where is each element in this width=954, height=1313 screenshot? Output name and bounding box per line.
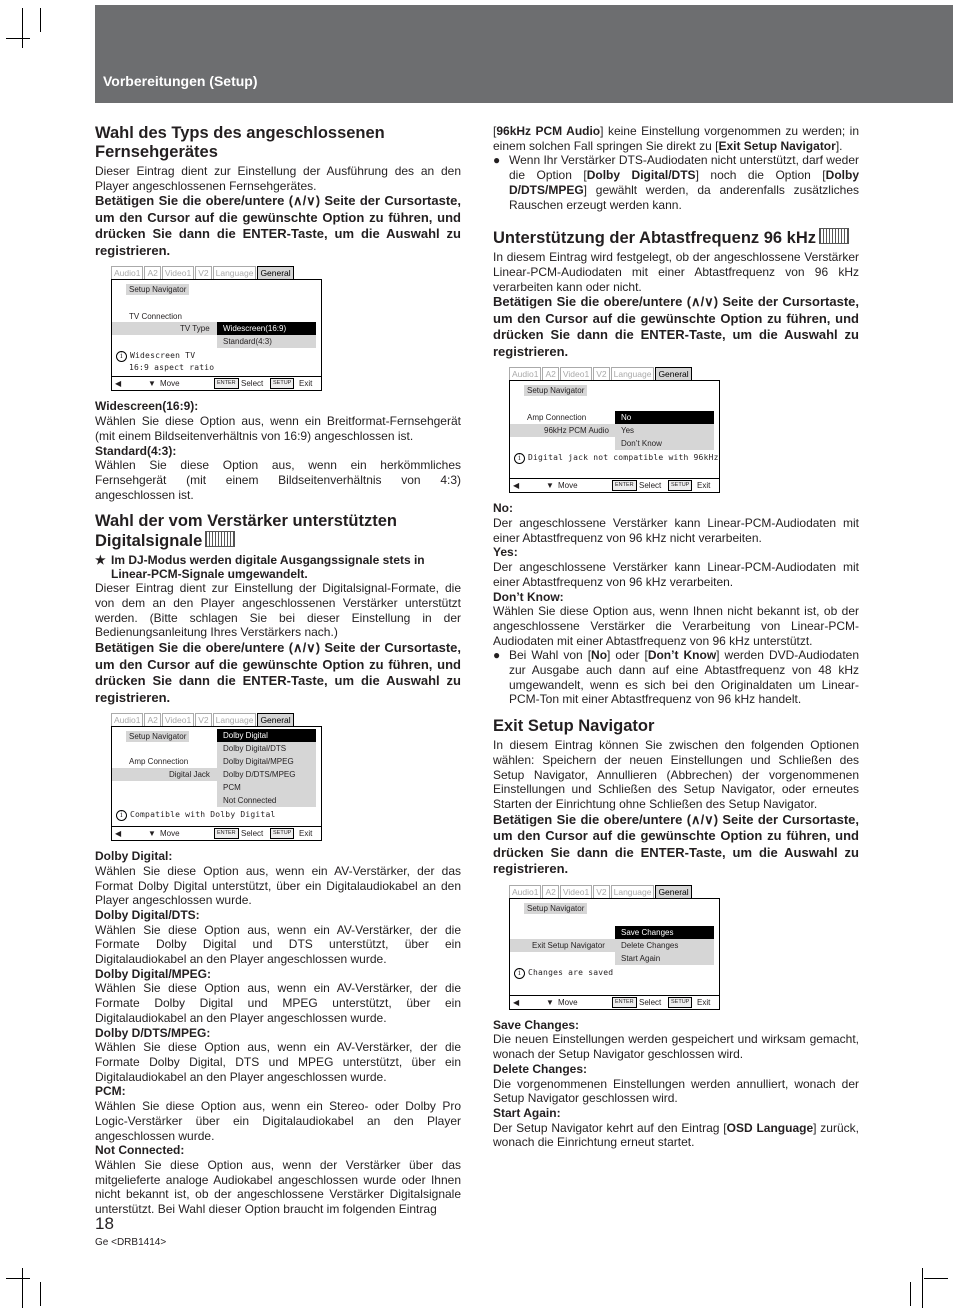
screen-section-label: Amp Connection bbox=[129, 757, 189, 767]
screen-section-label: Amp Connection bbox=[527, 413, 587, 423]
normal-mode-icon bbox=[205, 531, 235, 547]
left-arrow-icon: ◀ bbox=[115, 829, 122, 839]
enter-key-icon: ENTER bbox=[214, 378, 239, 389]
setup-key-icon: SETUP bbox=[270, 828, 294, 839]
tab-a2: A2 bbox=[144, 713, 160, 726]
paragraph: Wählen Sie diese Option aus, wenn ein AV-Verstärker, der die Formate Dolby Digital und MPEG unterstützt, über ein Digitalaudiokabel an den Player angeschlossen wurde. bbox=[95, 981, 461, 1025]
option: Dolby Digital/MPEG bbox=[223, 757, 294, 767]
page-number: 18 bbox=[95, 1214, 114, 1233]
right-column bbox=[493, 124, 859, 1150]
option: Dolby D/DTS/MPEG bbox=[223, 770, 296, 780]
left-column bbox=[95, 124, 461, 1217]
term: Delete Changes: bbox=[493, 1061, 588, 1076]
tab-v2: V2 bbox=[195, 266, 211, 279]
option: Start Again bbox=[621, 953, 661, 963]
term: Widescreen(16:9): bbox=[95, 399, 199, 414]
info-text: i Widescreen TV 16:9 aspect ratio bbox=[116, 350, 214, 374]
term: No: bbox=[493, 501, 513, 516]
paragraph: Der angeschlossene Verstärker kann Linear-PCM-Audiodaten mit einer Abtastfrequenz von 96 kHz verarbeiten. bbox=[493, 560, 859, 589]
paragraph: Dieser Eintrag dient zur Einstellung der Digitalsignal-Formate, die von dem an den Player angeschlossenen Verstärker unterstützt werden. (Bitte schlagen Sie bei dieser Einstellung in der Bedienungsanleitung Ihres Verstärkers nach.) bbox=[95, 581, 461, 640]
term: Standard(4:3): bbox=[95, 443, 177, 458]
paragraph: Wählen Sie diese Option aus, wenn ein AV-Verstärker, der das Format Dolby Digital unterstützt, über ein Digitalaudiokabel an den Player angeschlossen wurde. bbox=[95, 863, 461, 908]
setup-screen-96khz bbox=[509, 366, 720, 493]
paragraph: Die vorgenommenen Einstellungen werden annulliert, wonach der Setup Navigator geschlossen wird. bbox=[493, 1076, 859, 1106]
tab-audio1: Audio1 bbox=[111, 266, 143, 279]
crop-mark bbox=[922, 1268, 923, 1308]
bullet-note: ● Bei Wahl von [No] oder [Don’t Know] werden DVD-Audiodaten zur Ausgabe auch dann auf eine Abtastfrequenz von 48 kHz umgewandelt, wenn es sich bei den Originaldaten um Linear-PCM-Ton mit einer Abtastfrequenz von 96 kHz handelt. bbox=[493, 648, 859, 707]
crop-mark bbox=[40, 1282, 41, 1306]
tab-a2: A2 bbox=[144, 266, 160, 279]
section-title-tv: Wahl des Typs des angeschlossenen Fernsehgerätes bbox=[95, 124, 385, 161]
option-list bbox=[217, 322, 316, 348]
screen-footer: ◀ ▼ Move ENTER Select SETUP Exit bbox=[510, 478, 719, 492]
tab-a2: A2 bbox=[542, 367, 558, 380]
tab-language: Language bbox=[213, 713, 257, 726]
paragraph: [96kHz PCM Audio] keine Einstellung vorgenommen zu werden; in einem solchen Fall springen Sie direkt zu [Exit Setup Navigator]. bbox=[493, 124, 859, 153]
note: ★ Im DJ-Modus werden digitale Ausgangssignale stets in Linear-PCM-Signale umgewandelt. bbox=[95, 553, 425, 582]
enter-key-icon: ENTER bbox=[612, 997, 637, 1008]
info-text: i Compatible with Dolby Digital bbox=[116, 809, 275, 821]
crop-mark bbox=[910, 1282, 911, 1306]
bullet-note: ● Wenn Ihr Verstärker DTS-Audiodaten nicht unterstützt, darf weder die Option [Dolby Digital/DTS] noch die Option [Dolby D/DTS/MPEG] gewählt werden, da anderenfalls zusätzliches Rauschen erzeugt werden kann. bbox=[493, 153, 859, 212]
instruction: Betätigen Sie die obere/untere (∧/∨) Seite der Cursortaste, um den Cursor auf die gewünschte Option zu führen, und drücken Sie dann die ENTER-Taste, um die Auswahl zu registrieren. bbox=[95, 193, 461, 258]
crop-mark bbox=[924, 1278, 948, 1279]
option-list bbox=[615, 411, 714, 450]
tab-language: Language bbox=[611, 885, 655, 898]
left-arrow-icon: ◀ bbox=[513, 997, 520, 1007]
tab-audio1: Audio1 bbox=[509, 885, 541, 898]
setup-key-icon: SETUP bbox=[270, 378, 294, 389]
section-title-digital: Wahl der vom Verstärker unterstützten Digitalsignale bbox=[95, 512, 397, 551]
screen-tabs bbox=[111, 265, 322, 279]
crop-mark bbox=[22, 8, 23, 48]
option-selected: Dolby Digital bbox=[217, 729, 316, 742]
crop-mark bbox=[6, 1278, 30, 1279]
paragraph: Der Setup Navigator kehrt auf den Eintrag [OSD Language] zurück, wonach die Einrichtung erneut startet. bbox=[493, 1120, 859, 1150]
option-list bbox=[217, 729, 316, 807]
star-icon: ★ bbox=[95, 553, 106, 568]
navigator-label: Setup Navigator bbox=[126, 284, 189, 295]
page-code: Ge <DRB1414> bbox=[95, 1237, 167, 1248]
term: Not Connected: bbox=[95, 1143, 185, 1158]
bullet-icon: ● bbox=[493, 153, 501, 168]
tab-audio1: Audio1 bbox=[509, 367, 541, 380]
left-arrow-icon: ◀ bbox=[513, 481, 520, 491]
info-text: i Digital jack not compatible with 96kHz bbox=[514, 452, 719, 464]
screen-tabs bbox=[111, 712, 322, 726]
paragraph: Wählen Sie diese Option aus, wenn ein Breitformat-Fernsehgerät (mit einem Bildseitenverhältnis von 16:9) angeschlossen ist. bbox=[95, 414, 461, 443]
screen-body bbox=[111, 279, 322, 391]
term: PCM: bbox=[95, 1084, 126, 1099]
paragraph: Der angeschlossene Verstärker kann Linear-PCM-Audiodaten mit einer Abtastfrequenz von 96 kHz nicht verarbeiten. bbox=[493, 516, 859, 545]
info-icon: i bbox=[514, 968, 525, 979]
tab-video1: Video1 bbox=[162, 713, 194, 726]
paragraph: Wählen Sie diese Option aus, wenn der Verstärker über das mitgelieferte analoge Audiokabel angeschlossen wurde oder Ihnen nicht bekannt ist, ob der angeschlossene Verstärker Digitalsignale unterstützt. Bei Wahl dieser Option braucht im folgenden Eintrag bbox=[95, 1157, 461, 1217]
paragraph: Wählen Sie diese Option aus, wenn ein AV-Verstärker, der die Formate Dolby Digital, DTS und MPEG unterstützt, über ein Digitalaudiokabel an den Player angeschlossen wurde. bbox=[95, 1040, 461, 1084]
section-label: Vorbereitungen (Setup) bbox=[103, 73, 258, 89]
paragraph: In diesem Eintrag können Sie zwischen den folgenden Optionen wählen: Speichern der neuen Einstellungen und Schließen des Setup Navigator, Annullieren (Abbrechen) der vorgenommenen Einstellungen und Schließen des Setup Navigator, oder erneutes Starten der Einrichtung ohne Schließen des Setup Navigator. bbox=[493, 738, 859, 811]
navigator-label: Setup Navigator bbox=[126, 731, 189, 742]
term: Yes: bbox=[493, 545, 518, 560]
down-arrow-icon: ▼ bbox=[148, 379, 156, 389]
tab-video1: Video1 bbox=[560, 367, 592, 380]
instruction: Betätigen Sie die obere/untere (∧/∨) Seite der Cursortaste, um den Cursor auf die gewünschte Option zu führen, und drücken Sie dann die ENTER-Taste, um die Auswahl zu registrieren. bbox=[493, 811, 859, 877]
tab-video1: Video1 bbox=[162, 266, 194, 279]
section-title-96khz: Unterstützung der Abtastfrequenz 96 kHz bbox=[493, 228, 859, 248]
option-selected: No bbox=[615, 411, 714, 424]
info-icon: i bbox=[116, 351, 127, 362]
info-icon: i bbox=[514, 453, 525, 464]
term: Dolby Digital/MPEG: bbox=[95, 966, 212, 981]
option: Not Connected bbox=[223, 796, 277, 806]
term: Dolby Digital: bbox=[95, 849, 173, 864]
screen-row-label: 96kHz PCM Audio bbox=[544, 426, 609, 436]
option: Don’t Know bbox=[621, 439, 662, 449]
term: Don’t Know: bbox=[493, 589, 564, 604]
screen-footer: ◀ ▼ Move ENTER Select SETUP Exit bbox=[510, 995, 719, 1009]
info-text: i Changes are saved bbox=[514, 967, 613, 979]
screen-footer: ◀ ▼ Move ENTER Select SETUP Exit bbox=[112, 376, 321, 390]
tab-v2: V2 bbox=[195, 713, 211, 726]
paragraph: Die neuen Einstellungen werden gespeichert und wirksam gemacht, wonach der Setup Navigator geschlossen wird. bbox=[493, 1032, 859, 1062]
crop-mark bbox=[22, 1268, 23, 1308]
option-list bbox=[615, 926, 714, 965]
navigator-label: Setup Navigator bbox=[524, 903, 587, 914]
paragraph: Wählen Sie diese Option aus, wenn ein Stereo- oder Dolby Pro Logic-Verstärker über ein Digitalaudiokabel an den Player angeschlossen wurde. bbox=[95, 1099, 461, 1143]
instruction: Betätigen Sie die obere/untere (∧/∨) Seite der Cursortaste, um den Cursor auf die gewünschte Option zu führen, und drücken Sie dann die ENTER-Taste, um die Auswahl zu registrieren. bbox=[493, 294, 859, 359]
option-selected: Save Changes bbox=[615, 926, 714, 939]
term: Dolby D/DTS/MPEG: bbox=[95, 1025, 211, 1040]
crop-mark bbox=[6, 38, 30, 39]
screen-body bbox=[111, 726, 322, 841]
left-arrow-icon: ◀ bbox=[115, 379, 122, 389]
down-arrow-icon: ▼ bbox=[546, 997, 554, 1007]
crop-mark bbox=[40, 8, 41, 32]
screen-footer: ◀ ▼ Move ENTER Select SETUP Exit bbox=[112, 826, 321, 840]
screen-row-label: Digital Jack bbox=[169, 770, 210, 780]
tab-general: General bbox=[655, 885, 691, 898]
option: PCM bbox=[223, 783, 241, 793]
option: Delete Changes bbox=[621, 940, 679, 950]
tab-language: Language bbox=[213, 266, 257, 279]
navigator-label: Setup Navigator bbox=[524, 385, 587, 396]
down-arrow-icon: ▼ bbox=[148, 829, 156, 839]
paragraph: Wählen Sie diese Option aus, wenn ein herkömmliches Fernsehgerät (mit einem Bildseitenverhältnis von 4:3) angeschlossen ist. bbox=[95, 458, 461, 502]
tab-a2: A2 bbox=[542, 885, 558, 898]
setup-screen-exit bbox=[509, 884, 720, 1010]
term: Dolby Digital/DTS: bbox=[95, 907, 200, 922]
tab-general: General bbox=[257, 266, 293, 279]
setup-key-icon: SETUP bbox=[668, 480, 692, 491]
setup-key-icon: SETUP bbox=[668, 997, 692, 1008]
option: Standard(4:3) bbox=[223, 337, 272, 347]
screen-tabs bbox=[509, 366, 720, 380]
instruction: Betätigen Sie die obere/untere (∧/∨) Seite der Cursortaste, um den Cursor auf die gewünschte Option zu führen, und drücken Sie dann die ENTER-Taste, um die Auswahl zu registrieren. bbox=[95, 640, 461, 705]
paragraph: In diesem Eintrag wird festgelegt, ob der angeschlossene Verstärker Linear-PCM-Audiodaten mit einer Abtastfrequenz von 96 kHz verarbeiten kann oder nicht. bbox=[493, 250, 859, 294]
section-title-exit: Exit Setup Navigator bbox=[493, 717, 655, 736]
normal-mode-icon bbox=[819, 228, 849, 244]
term: Save Changes: bbox=[493, 1017, 580, 1032]
term: Start Again: bbox=[493, 1105, 561, 1120]
tab-general: General bbox=[257, 713, 293, 726]
paragraph: Wählen Sie diese Option aus, wenn ein AV-Verstärker, der die Formate Dolby Digital und DTS unterstützt, über ein Digitalaudiokabel an den Player angeschlossen wurde. bbox=[95, 922, 461, 967]
screen-row-label: Exit Setup Navigator bbox=[532, 940, 605, 950]
enter-key-icon: ENTER bbox=[612, 480, 637, 491]
page-header-band bbox=[95, 5, 953, 103]
screen-tabs bbox=[509, 884, 720, 898]
screen-body bbox=[509, 898, 720, 1010]
option: Yes bbox=[621, 426, 635, 436]
option: Dolby Digital/DTS bbox=[223, 744, 287, 754]
enter-key-icon: ENTER bbox=[214, 828, 239, 839]
screen-section-label: TV Connection bbox=[129, 312, 182, 322]
tab-v2: V2 bbox=[593, 885, 609, 898]
tab-video1: Video1 bbox=[560, 885, 592, 898]
setup-screen-amp bbox=[111, 712, 322, 841]
info-icon: i bbox=[116, 810, 127, 821]
bullet-icon: ● bbox=[493, 648, 501, 663]
screen-body bbox=[509, 380, 720, 493]
tab-language: Language bbox=[611, 367, 655, 380]
option-selected: Widescreen(16:9) bbox=[217, 322, 316, 335]
tab-audio1: Audio1 bbox=[111, 713, 143, 726]
tab-v2: V2 bbox=[593, 367, 609, 380]
screen-row-label: TV Type bbox=[180, 324, 210, 334]
down-arrow-icon: ▼ bbox=[546, 481, 554, 491]
setup-screen-tv bbox=[111, 265, 322, 391]
paragraph: Dieser Eintrag dient zur Einstellung der Ausführung des an den Player angeschlossenen Fernsehgerätes. bbox=[95, 164, 461, 193]
paragraph: Wählen Sie diese Option aus, wenn Ihnen nicht bekannt ist, ob der angeschlossene Verstärker die Verarbeitung von Linear-PCM-Audiodaten mit einer Abtastfrequenz von 96 kHz unterstützt. bbox=[493, 604, 859, 648]
tab-general: General bbox=[655, 367, 691, 380]
